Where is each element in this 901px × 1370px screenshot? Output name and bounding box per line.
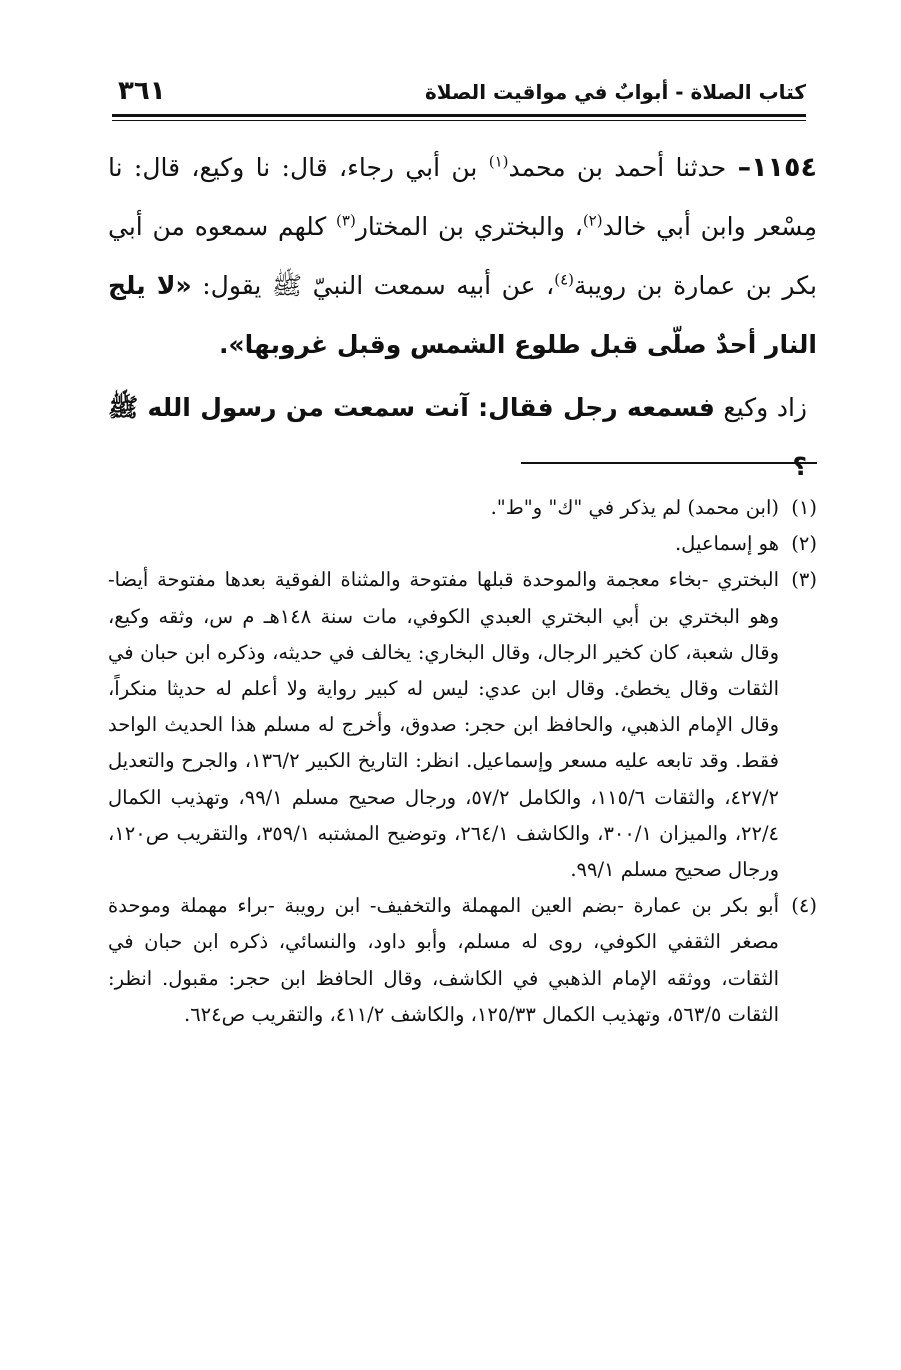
footnote-1 bbox=[108, 490, 817, 526]
footnote-number: (٤) bbox=[791, 894, 817, 918]
footnote-text: البختري -بخاء معجمة والموحدة قبلها مفتوحة والمثناة الفوقية بعدها مفتوحة أيضا- وهو البختري بن أبي البختري العبدي الكوفي، مات سنة ١٤٨هـ م س، وثقه وكيع، وقال شعبة، كان كخير الرجال، وقال البخاري: يخالف في حديثه، وذكره ابن حبان في الثقات وقال يخطئ. وقال ابن عدي: ليس له كبير رواية ولا أعلم له حديثا منكراً، وقال الإمام الذهبي، والحافظ ابن حجر: صدوق، وأخرج له مسلم هذا الحديث الواحد فقط. وقد تابعه عليه مسعر وإسماعيل. انظر: التاريخ الكبير ١٣٦/٢، والجرح والتعديل ٤٢٧/٢، والثقات ١١٥/٦، والكامل ٥٧/٢، ورجال صحيح مسلم ٩٩/١، وتهذيب الكمال ٢٢/٤، والميزان ٣٠٠/١، والكاشف ٢٦٤/١، وتوضيح المشتبه ٣٥٩/١، والتقريب ص١٢٠، ورجال صحيح مسلم ٩٩/١. bbox=[108, 568, 780, 882]
footnotes bbox=[108, 490, 817, 1033]
hadith-paragraph bbox=[108, 138, 817, 374]
footnote-ref-1[interactable]: (١) bbox=[488, 152, 509, 171]
footnote-2 bbox=[108, 526, 817, 562]
footnote-ref-4[interactable]: (٤) bbox=[554, 270, 575, 289]
hadith-body bbox=[108, 138, 817, 496]
hadith-text-3: ، والبختري بن المختار bbox=[355, 212, 583, 241]
addition-intro: زاد وكيع bbox=[714, 393, 807, 422]
page-number: ٣٦١ bbox=[118, 76, 166, 106]
footnote-number: (٣) bbox=[791, 568, 817, 592]
hadith-text-4: كلهم سمعوه من أبي بكر بن عمارة بن رويبة bbox=[108, 212, 817, 300]
hadith-number: ١١٥٤ bbox=[751, 152, 817, 183]
header-rule bbox=[112, 114, 806, 117]
header-title: كتاب الصلاة - أبوابٌ في مواقيت الصلاة bbox=[424, 80, 806, 104]
footnote-ref-3[interactable]: (٣) bbox=[336, 211, 356, 230]
footnote-number: (١) bbox=[791, 496, 817, 519]
footnote-text: (ابن محمد) لم يذكر في "ك" و"ط". bbox=[490, 496, 779, 519]
footnote-ref-2[interactable]: (٢) bbox=[582, 211, 603, 230]
hadith-text-1: حدثنا أحمد بن محمد bbox=[508, 153, 738, 182]
header-rule-thin bbox=[112, 120, 806, 121]
prophetic-quote: «لا يلج النار أحدٌ صلّى قبل طلوع الشمس وقبل غروبها». bbox=[108, 271, 817, 359]
running-header bbox=[112, 76, 806, 110]
footnote-separator bbox=[521, 462, 817, 464]
footnote-4 bbox=[108, 888, 817, 1033]
footnote-text: هو إسماعيل. bbox=[674, 532, 779, 556]
hadith-dash: – bbox=[737, 152, 752, 183]
footnote-text: أبو بكر بن عمارة -بضم العين المهملة والتخفيف- ابن رويبة -براء مهملة وموحدة مصغر الثقفي الكوفي، روى له مسلم، وأبو داود، والنسائي، ذكره ابن حبان في الثقات، ووثقه الإمام الذهبي في الكاشف، وقال الحافظ ابن حجر: مقبول. انظر: الثقات ٥٦٣/٥، وتهذيب الكمال ١٢٥/٣٣، والكاشف ٤١١/٢، والتقريب ص٦٢٤. bbox=[108, 894, 779, 1026]
hadith-addition bbox=[108, 378, 817, 496]
footnote-number: (٢) bbox=[791, 532, 817, 556]
addition-bold: فسمعه رجل فقال: آنت سمعت من رسول الله ﷺ ؟ bbox=[108, 393, 807, 481]
hadith-text-5: ، عن أبيه سمعت النبيّ ﷺ يقول: bbox=[191, 271, 555, 300]
hadith-text-2: بن أبي رجاء، قال: نا وكيع، قال: نا مِسْعر وابن أبي خالد bbox=[108, 153, 818, 241]
footnote-3 bbox=[108, 562, 817, 888]
